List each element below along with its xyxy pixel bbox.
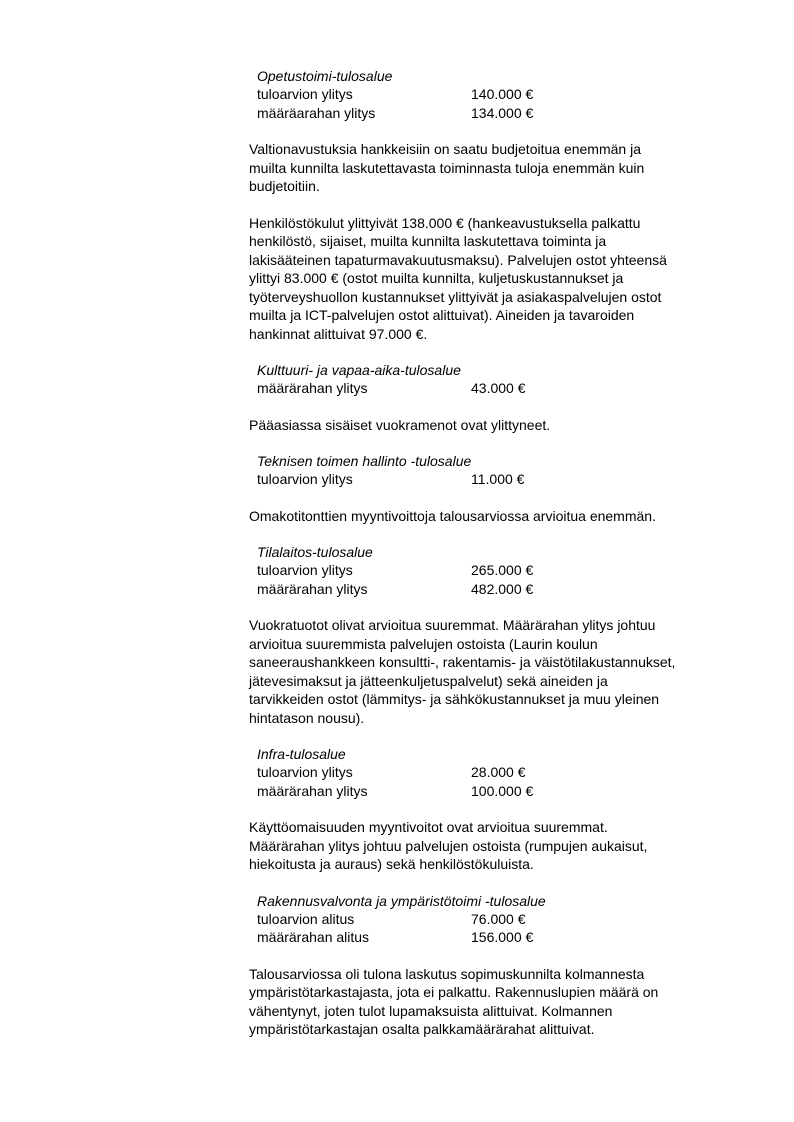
row-label: määrärahan ylitys — [257, 380, 368, 396]
text-line: työterveyshuollon kustannukset ylittyivät ja asiakaspalvelujen ostot — [249, 288, 662, 305]
row-value: 140.000 € — [471, 86, 534, 102]
row-label: tuloarvion ylitys — [257, 86, 353, 102]
text-line: Henkilöstökulut ylittyivät 138.000 € (hankeavustuksella palkattu — [249, 214, 641, 231]
row-label: tuloarvion alitus — [257, 910, 355, 927]
section-title: Teknisen toimen hallinto -tulosalue — [257, 453, 472, 469]
budget-row — [249, 580, 749, 599]
row-value: 156.000 € — [471, 929, 534, 945]
text-line: Pääasiassa sisäiset vuokramenot ovat ylittyneet. — [249, 416, 551, 433]
budget-row — [249, 470, 749, 489]
text-line: hiekoitusta ja auraus) sekä henkilöstökuluista. — [249, 856, 534, 872]
text-line: saneeraushankkeen konsultti-, rakentamis- ja väistötilakustannukset, — [249, 654, 676, 670]
section-title: Rakennusvalvonta ja ympäristötoimi -tulosalue — [257, 892, 546, 909]
row-value: 100.000 € — [471, 782, 534, 799]
section-title: Kulttuuri- ja vapaa-aika-tulosalue — [257, 362, 461, 378]
text-line: ympäristötarkastajan osalta palkkamäärärahat alittuivat. — [249, 1021, 595, 1037]
row-label: tuloarvion ylitys — [257, 562, 353, 578]
text-line: henkilöstö, sijaiset, muilta kunnilta laskutettava toiminta ja — [249, 233, 607, 249]
row-label: tuloarvion ylitys — [257, 471, 353, 487]
section-title: Infra-tulosalue — [257, 746, 346, 762]
row-value: 43.000 € — [471, 380, 526, 396]
row-label: tuloarvion ylitys — [257, 764, 353, 780]
budget-row — [249, 85, 749, 104]
row-value: 265.000 € — [471, 562, 534, 578]
budget-row — [249, 928, 749, 947]
text-line: muilta kunnilta laskutettavasta toiminnasta tuloja enemmän kuin — [249, 159, 645, 176]
section-kulttuuri — [249, 361, 749, 434]
row-value: 11.000 € — [471, 471, 525, 487]
paragraph — [249, 507, 749, 526]
paragraph — [249, 214, 749, 344]
text-line: vähentynyt, joten tulot lupamaksuista alittuivat. Kolmannen — [249, 1002, 613, 1019]
text-line: Valtionavustuksia hankkeisiin on saatu budjetoitua enemmän ja — [249, 141, 641, 157]
text-line: budjetoitiin. — [249, 178, 320, 194]
paragraph — [249, 818, 749, 874]
section-title: Opetustoimi-tulosalue — [257, 68, 393, 84]
text-line: Talousarviossa oli tulona laskutus sopimuskunnilta kolmannesta — [249, 965, 645, 982]
section-tilalaitos — [249, 543, 749, 727]
section-infra — [249, 745, 749, 874]
budget-row — [249, 910, 749, 929]
text-line: arvioitua suuremmista palvelujen ostoista (Laurin koulun — [249, 635, 598, 652]
budget-row — [249, 561, 749, 580]
paragraph — [249, 140, 749, 196]
budget-row — [249, 763, 749, 782]
budget-row — [249, 782, 749, 801]
text-line: lakisääteinen tapaturmavakuutusmaksu). Palvelujen ostot yhteensä — [249, 251, 667, 268]
row-value: 134.000 € — [471, 104, 534, 121]
text-line: ylittyi 83.000 € (ostot muilta kunnilta, kuljetuskustannukset ja — [249, 270, 624, 286]
text-line: hankinnat alittuivat 97.000 €. — [249, 325, 428, 342]
budget-row — [249, 379, 749, 398]
document-page — [249, 67, 749, 1039]
section-rakennusvalvonta — [249, 892, 749, 1039]
text-line: Käyttöomaisuuden myyntivoitot ovat arvioitua suuremmat. — [249, 819, 608, 835]
row-value: 28.000 € — [471, 764, 526, 780]
text-line: ympäristötarkastajasta, jota ei palkattu. Rakennuslupien määrä on — [249, 984, 659, 1000]
text-line: jätevesimaksut ja jätteenkuljetuspalvelut) sekä aineiden ja — [249, 672, 608, 689]
row-value: 482.000 € — [471, 580, 534, 597]
row-value: 76.000 € — [471, 910, 526, 927]
paragraph — [249, 965, 749, 1039]
text-line: muilta ja ICT-palvelujen ostot alittuivat). Aineiden ja tavaroiden — [249, 307, 635, 323]
text-line: hintatason nousu). — [249, 709, 365, 726]
text-line: Vuokratuotot olivat arvioitua suuremmat. Määrärahan ylitys johtuu — [249, 617, 656, 633]
text-line: Määrärahan ylitys johtuu palvelujen ostoista (rumpujen aukaisut, — [249, 837, 648, 854]
section-tekninen — [249, 452, 749, 525]
budget-row — [249, 104, 749, 123]
row-label: määräarahan ylitys — [257, 104, 376, 121]
section-title: Tilalaitos-tulosalue — [257, 544, 373, 560]
row-label: määrärahan ylitys — [257, 782, 368, 799]
text-line: tarvikkeiden ostot (lämmitys- ja sähkökustannukset ja muu yleinen — [249, 691, 660, 707]
section-opetustoimi — [249, 67, 749, 343]
paragraph — [249, 616, 749, 727]
row-label: määrärahan ylitys — [257, 580, 368, 597]
row-label: määrärahan alitus — [257, 929, 370, 945]
paragraph — [249, 416, 749, 435]
text-line: Omakotitonttien myyntivoittoja talousarviossa arvioitua enemmän. — [249, 507, 656, 524]
